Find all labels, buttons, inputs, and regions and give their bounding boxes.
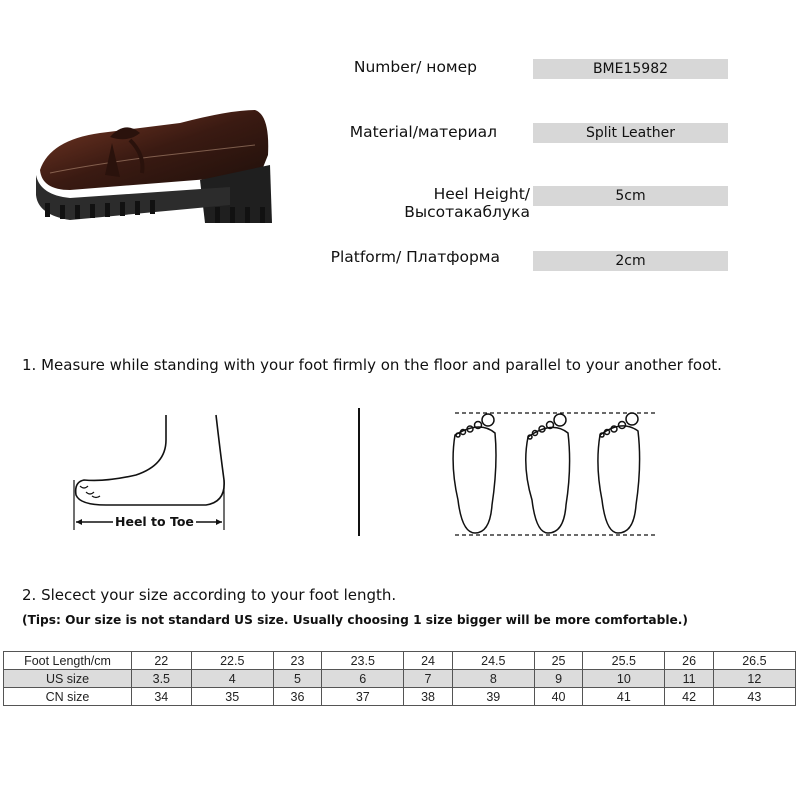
table-cell: 37: [322, 688, 404, 706]
spec-label-platform: Platform/ Платформа: [330, 248, 500, 266]
table-cell: 11: [665, 670, 713, 688]
diagram-divider: [358, 408, 360, 536]
table-cell: 24.5: [452, 652, 534, 670]
table-cell: 8: [452, 670, 534, 688]
table-cell: 9: [534, 670, 582, 688]
table-cell: 3.5: [132, 670, 192, 688]
row-header: US size: [4, 670, 132, 688]
table-row-foot-length: [4, 652, 796, 670]
measure-instruction: 1. Measure while standing with your foot firmly on the floor and parallel to your another foot.: [22, 356, 722, 374]
shoe-product-image: [30, 95, 280, 235]
spec-value-heel-height: 5cm: [533, 186, 728, 206]
size-tips: (Tips: Our size is not standard US size. Usually choosing 1 size bigger will be more comfortable.): [22, 613, 688, 627]
feet-top-diagram: [440, 405, 670, 540]
table-cell: 4: [191, 670, 273, 688]
table-cell: 24: [404, 652, 452, 670]
table-cell: 42: [665, 688, 713, 706]
spec-value-material: Split Leather: [533, 123, 728, 143]
table-cell: 26.5: [713, 652, 795, 670]
spec-value-platform: 2cm: [533, 251, 728, 271]
table-cell: 6: [322, 670, 404, 688]
table-cell: 25.5: [583, 652, 665, 670]
table-cell: 5: [273, 670, 321, 688]
table-row-us-size: [4, 670, 796, 688]
table-cell: 34: [132, 688, 192, 706]
spec-label-number: Number/ номер: [353, 58, 477, 76]
table-cell: 23: [273, 652, 321, 670]
size-instruction: 2. Slecect your size according to your foot length.: [22, 586, 397, 604]
size-chart-table: [3, 651, 796, 706]
spec-value-number: BME15982: [533, 59, 728, 79]
table-cell: 36: [273, 688, 321, 706]
table-cell: 43: [713, 688, 795, 706]
table-cell: 22.5: [191, 652, 273, 670]
table-row-cn-size: [4, 688, 796, 706]
table-cell: 23.5: [322, 652, 404, 670]
table-cell: 40: [534, 688, 582, 706]
row-header: Foot Length/cm: [4, 652, 132, 670]
table-cell: 7: [404, 670, 452, 688]
table-cell: 12: [713, 670, 795, 688]
table-cell: 22: [132, 652, 192, 670]
table-cell: 10: [583, 670, 665, 688]
spec-label-heel-height: Heel Height/Высотакаблука: [404, 185, 530, 221]
heel-to-toe-label: Heel to Toe: [115, 514, 194, 529]
table-cell: 41: [583, 688, 665, 706]
spec-label-material: Material/материал: [349, 123, 497, 141]
table-cell: 25: [534, 652, 582, 670]
table-cell: 26: [665, 652, 713, 670]
table-cell: 39: [452, 688, 534, 706]
table-cell: 35: [191, 688, 273, 706]
table-cell: 38: [404, 688, 452, 706]
row-header: CN size: [4, 688, 132, 706]
